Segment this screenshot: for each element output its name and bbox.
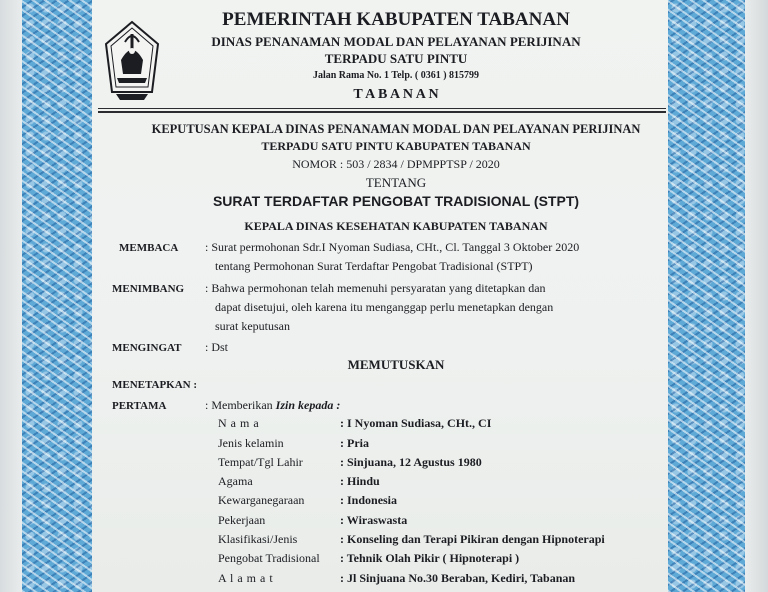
- menimbang-text-line1: : Bahwa permohonan telah memenuhi persyaratan yang ditetapkan dan: [205, 281, 546, 295]
- regency-emblem-icon: [103, 20, 161, 102]
- menimbang-text-line3: surat keputusan: [215, 319, 290, 333]
- menimbang-text-line2: dapat disetujui, oleh karena itu menganggap perlu menetapkan dengan: [215, 300, 554, 314]
- background-right: [745, 0, 768, 592]
- field-value-agama: : Hindu: [340, 474, 380, 488]
- header-divider-thick: [98, 111, 666, 113]
- field-label-nama: N a m a: [218, 416, 260, 430]
- field-label-tempat-tgl-lahir: Tempat/Tgl Lahir: [218, 455, 303, 469]
- government-title: PEMERINTAH KABUPATEN TABANAN: [222, 9, 570, 30]
- field-label-pekerjaan: Pekerjaan: [218, 513, 266, 527]
- field-value-tempat-tgl-lahir: : Sinjuana, 12 Agustus 1980: [340, 455, 482, 469]
- membaca-text-line1: : Surat permohonan Sdr.I Nyoman Sudiasa, CHt., Cl. Tanggal 3 Oktober 2020: [205, 240, 580, 254]
- pertama-intro: [205, 398, 340, 413]
- field-label-agama: Agama: [218, 474, 253, 488]
- background-left: [0, 0, 22, 592]
- memutuskan-heading: MEMUTUSKAN: [347, 357, 445, 372]
- field-value-alamat: : Jl Sinjuana No.30 Beraban, Kediri, Tabanan: [340, 571, 576, 585]
- pertama-intro-text: : Memberikan: [205, 398, 276, 412]
- decorative-border-right: [668, 0, 745, 592]
- department-unit: TERPADU SATU PINTU: [324, 51, 468, 66]
- decree-number: NOMOR : 503 / 2834 / DPMPPTSP / 2020: [292, 157, 500, 171]
- menimbang-label: MENIMBANG: [112, 283, 185, 295]
- city-name: T A B A N A N: [353, 87, 439, 102]
- field-label-kewarganegaraan: Kewarganegaraan: [218, 493, 305, 507]
- field-value-pekerjaan: : Wiraswasta: [340, 513, 408, 527]
- mengingat-text: : Dst: [205, 340, 229, 354]
- decree-subtitle: TERPADU SATU PINTU KABUPATEN TABANAN: [261, 139, 531, 153]
- pertama-label: PERTAMA: [112, 400, 167, 412]
- office-address: Jalan Rama No. 1 Telp. ( 0361 ) 815799: [312, 70, 480, 81]
- field-value-jenis-kelamin: : Pria: [340, 436, 369, 450]
- membaca-label: MEMBACA: [119, 242, 179, 254]
- field-label-klasifikasi: Klasifikasi/Jenis: [218, 532, 298, 546]
- department-name: DINAS PENANAMAN MODAL DAN PELAYANAN PERIJINAN: [211, 34, 581, 49]
- decree-subject: SURAT TERDAFTAR PENGOBAT TRADISIONAL (STPT): [212, 193, 580, 209]
- header-divider: [98, 108, 666, 109]
- decree-title: KEPUTUSAN KEPALA DINAS PENANAMAN MODAL DAN PELAYANAN PERIJINAN: [151, 122, 641, 136]
- decree-issuer: KEPALA DINAS KESEHATAN KABUPATEN TABANAN: [244, 219, 548, 233]
- field-value-nama: : I Nyoman Sudiasa, CHt., CI: [340, 416, 492, 430]
- field-value-kewarganegaraan: : Indonesia: [340, 493, 398, 507]
- mengingat-label: MENGINGAT: [112, 342, 182, 354]
- pertama-intro-emphasis: Izin kepada :: [275, 398, 341, 412]
- field-label-jenis-kelamin: Jenis kelamin: [218, 436, 284, 450]
- decree-about: TENTANG: [365, 175, 427, 190]
- membaca-text-line2: tentang Permohonan Surat Terdaftar Pengobat Tradisional (STPT): [215, 259, 533, 273]
- field-value-pengobat-tradisional: : Tehnik Olah Pikir ( Hipnoterapi ): [340, 551, 520, 565]
- field-label-pengobat-tradisional: Pengobat Tradisional: [218, 551, 320, 565]
- field-label-alamat: A l a m a t: [218, 571, 274, 585]
- field-value-klasifikasi: : Konseling dan Terapi Pikiran dengan Hipnoterapi: [340, 532, 605, 546]
- decorative-border-left: [22, 0, 92, 592]
- menetapkan-label: MENETAPKAN :: [112, 379, 198, 391]
